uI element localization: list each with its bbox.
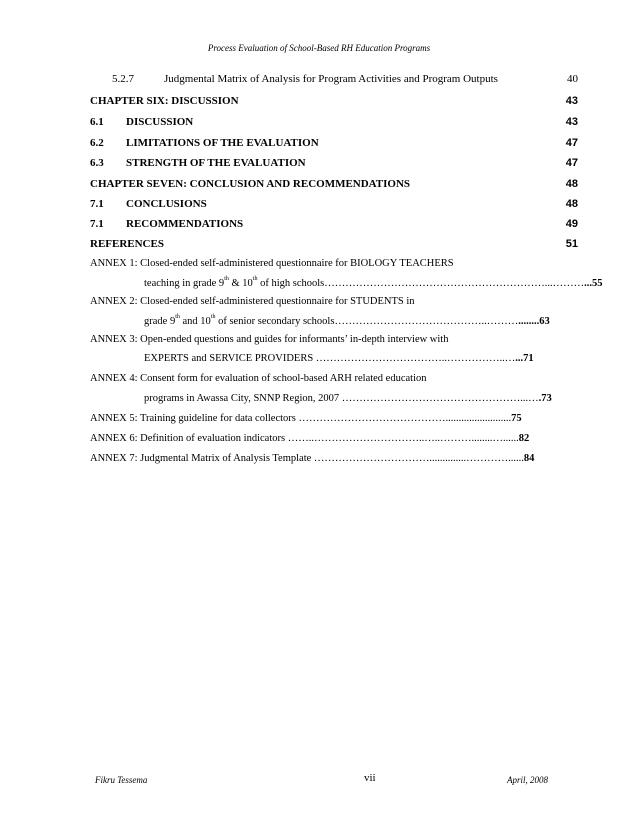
annex-5[interactable] — [90, 413, 578, 424]
annex-page: ........63 — [518, 316, 550, 327]
toc-title: STRENGTH OF THE EVALUATION — [126, 157, 306, 169]
annex-text: of senior secondary schools……………………………………..……… — [215, 316, 519, 327]
toc-page: 49 — [565, 218, 578, 230]
annex-4-line-1[interactable]: ANNEX 4: Consent form for evaluation of school-based ARH related education — [90, 373, 427, 384]
toc-title: Judgmental Matrix of Analysis for Program Activities and Program Outputs — [164, 73, 498, 85]
superscript: th — [210, 314, 216, 320]
footer-page-number: vii — [364, 772, 376, 784]
annex-text: teaching in grade 9 — [144, 278, 225, 289]
annex-text: EXPERTS and SERVICE PROVIDERS ………………………………..……………..… — [144, 353, 516, 364]
annex-2-line-1[interactable]: ANNEX 2: Closed-ended self-administered questionnaire for STUDENTS in — [90, 296, 415, 307]
toc-entry-6-3[interactable] — [90, 157, 578, 173]
annex-7[interactable] — [90, 453, 578, 464]
annex-text: of high schools………………………………………………………...……… — [257, 278, 585, 289]
toc-page: 40 — [567, 73, 578, 85]
footer-date: April, 2008 — [507, 775, 549, 785]
toc-title: REFERENCES — [90, 238, 164, 250]
toc-entry-chapter-seven[interactable] — [90, 178, 578, 194]
annex-page: 75 — [511, 413, 522, 424]
annex-3-line-2[interactable] — [90, 353, 578, 364]
toc-entry-7-1-conclusions[interactable] — [90, 198, 578, 214]
annex-text: ANNEX 7: Judgmental Matrix of Analysis Template ……………………………..............…………...... — [90, 453, 524, 464]
annex-3-line-1[interactable]: ANNEX 3: Open-ended questions and guides for informants’ in-depth interview with — [90, 334, 449, 345]
annex-page: .73 — [538, 393, 552, 404]
toc-number: 6.3 — [90, 157, 104, 169]
toc-number: 5.2.7 — [112, 73, 134, 85]
annex-text: grade 9 — [144, 316, 176, 327]
toc-page: 47 — [565, 157, 578, 169]
toc-title: CONCLUSIONS — [126, 198, 207, 210]
footer-author: Fikru Tessema — [95, 775, 148, 785]
annex-2-line-2[interactable] — [90, 316, 578, 327]
superscript: th — [224, 276, 229, 282]
annex-page: ...71 — [515, 353, 534, 364]
toc-title: RECOMMENDATIONS — [126, 218, 244, 230]
toc-page: 51 — [565, 238, 578, 250]
annex-text: ANNEX 5: Training guideline for data collectors ……………………………………......................... — [90, 413, 512, 424]
toc-entry-chapter-six[interactable] — [90, 95, 578, 111]
annex-text: programs in Awassa City, SNNP Region, 2007 ……………………………………………...… — [144, 393, 539, 404]
annex-text: and 10 — [179, 316, 211, 327]
running-header: Process Evaluation of School-Based RH Education Programs — [207, 43, 431, 53]
toc-page: 48 — [565, 178, 578, 190]
annex-text: & 10 — [228, 278, 253, 289]
annex-text: ANNEX 6: Definition of evaluation indicators ……..…………………………..…..………........…...... — [90, 433, 519, 444]
toc-page: 43 — [565, 95, 578, 107]
toc-page: 47 — [565, 137, 578, 149]
toc-page: 43 — [565, 116, 578, 128]
annex-4-line-2[interactable] — [90, 393, 578, 404]
annex-1-line-1[interactable]: ANNEX 1: Closed-ended self-administered questionnaire for BIOLOGY TEACHERS — [90, 258, 454, 269]
toc-number: 7.1 — [90, 218, 104, 230]
toc-page: 48 — [565, 198, 578, 210]
toc-number: 6.1 — [90, 116, 104, 128]
annex-page: ...55 — [584, 278, 603, 289]
annex-page: 82 — [518, 433, 530, 444]
superscript: th — [175, 314, 180, 320]
toc-title: DISCUSSION — [126, 116, 194, 128]
toc-number: 7.1 — [90, 198, 104, 210]
toc-entry-6-1[interactable] — [90, 116, 578, 132]
toc-entry-references[interactable] — [90, 238, 578, 254]
toc-title: CHAPTER SIX: DISCUSSION — [90, 95, 239, 107]
superscript: th — [252, 276, 258, 282]
toc-entry-5-2-7[interactable] — [90, 73, 578, 89]
toc-number: 6.2 — [90, 137, 104, 149]
toc-entry-7-1-recommendations[interactable] — [90, 218, 578, 234]
annex-6[interactable] — [90, 433, 578, 444]
annex-page: 84 — [523, 453, 535, 464]
annex-1-line-2[interactable] — [90, 276, 603, 289]
toc-entry-6-2[interactable] — [90, 137, 578, 153]
toc-title: LIMITATIONS OF THE EVALUATION — [126, 137, 319, 149]
toc-title: CHAPTER SEVEN: CONCLUSION AND RECOMMENDATIONS — [90, 178, 411, 190]
